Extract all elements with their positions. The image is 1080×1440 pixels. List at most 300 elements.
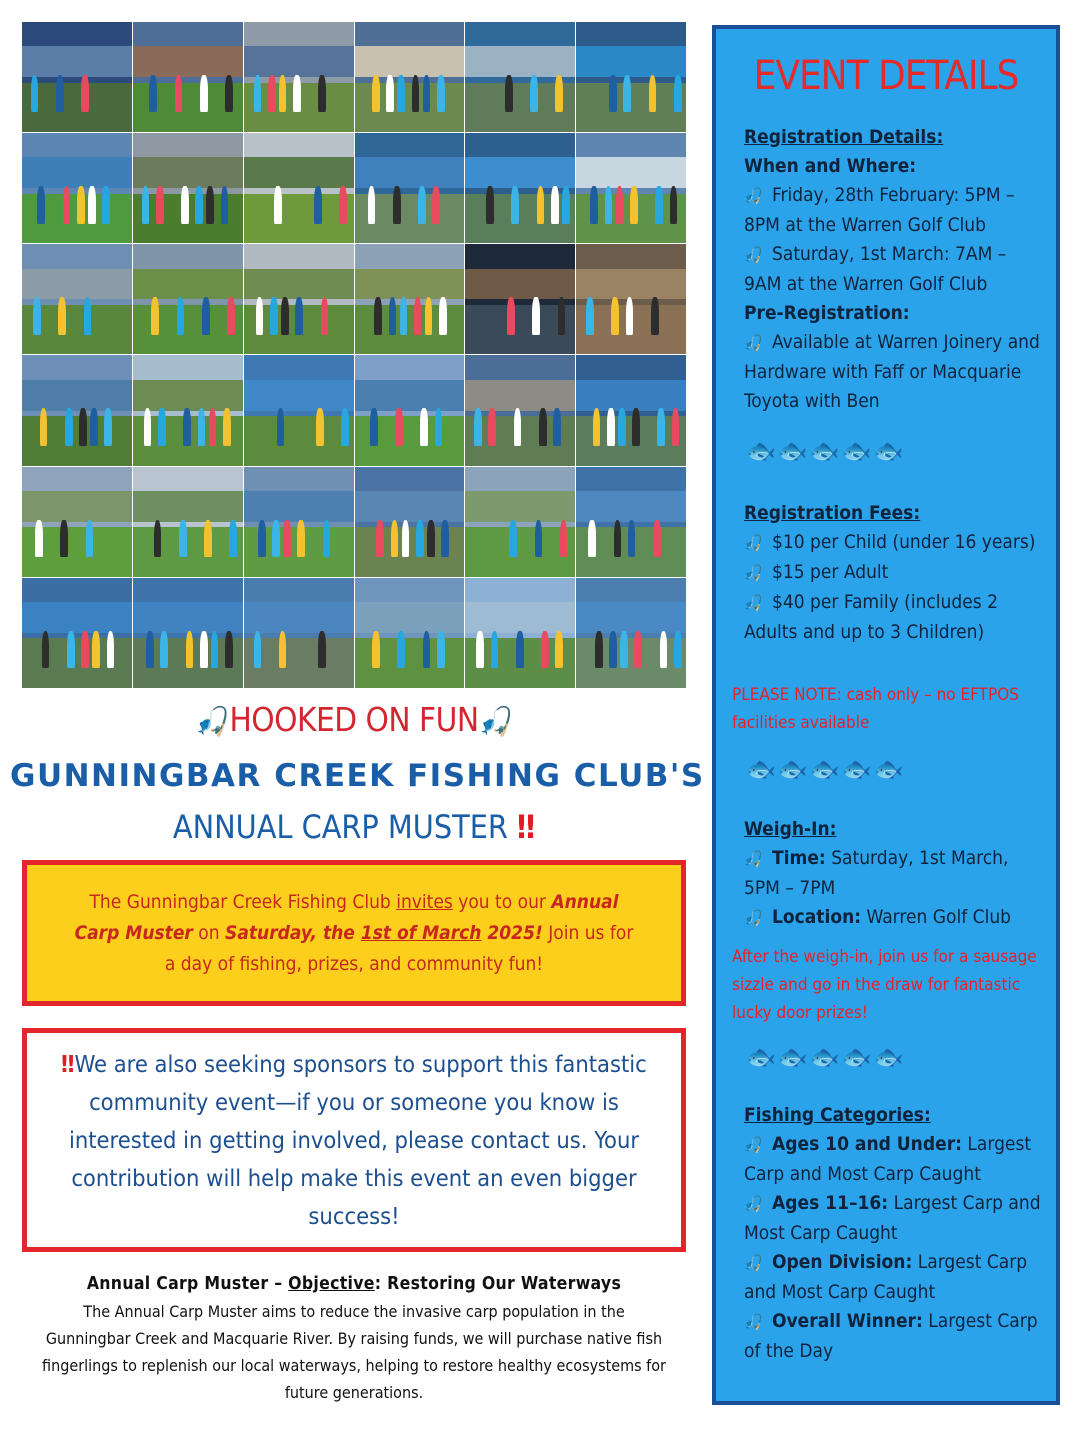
photo-person (223, 408, 231, 445)
fish-divider-icon: 🐟🐟🐟🐟🐟 (746, 1043, 906, 1071)
muster-title: ANNUAL CARP MUSTER (172, 808, 508, 846)
fishing-rod-icon: 🎣 (744, 850, 763, 868)
photo-building (244, 380, 354, 411)
photo-person (511, 186, 519, 223)
photo-person (391, 520, 399, 557)
fishing-rod-icon: 🎣 (744, 246, 763, 264)
category-item (744, 1307, 1044, 1366)
hooked-on-fun-heading (22, 700, 686, 739)
photo-person (181, 186, 189, 223)
fishing-rod-icon: 🎣 (195, 705, 230, 738)
fee-family-text: $40 per Family (includes 2 Adults and up to 3 Children) (744, 591, 998, 643)
photo-person (35, 520, 43, 557)
photo-person (370, 408, 378, 445)
photo-person (441, 520, 449, 557)
photo-ground (133, 527, 243, 577)
photo-person (92, 631, 100, 668)
fee-child (744, 528, 1044, 558)
photo-person (614, 520, 622, 557)
photo-tile (355, 244, 465, 354)
weigh-in (744, 815, 1044, 933)
photo-person (541, 631, 549, 668)
registration-fees (744, 499, 1044, 647)
photo-person (254, 631, 262, 668)
photo-person (372, 631, 380, 668)
photo-building (133, 46, 243, 77)
category-label: Ages 11–16: (772, 1192, 889, 1214)
friday-item (744, 181, 1044, 240)
photo-person (258, 520, 266, 557)
photo-person (202, 297, 210, 334)
photo-person (555, 75, 563, 112)
photo-building (355, 491, 465, 522)
photo-person (58, 297, 66, 334)
location-value: Warren Golf Club (861, 906, 1012, 928)
photo-person (514, 408, 522, 445)
category-item (744, 1130, 1044, 1189)
photo-person (418, 186, 426, 223)
photo-building (576, 269, 686, 300)
photo-person (397, 75, 405, 112)
cash-only-note: PLEASE NOTE: cash only – no EFTPOS facilities available (732, 685, 1019, 733)
photo-person (79, 408, 87, 445)
photo-person (374, 297, 382, 334)
photo-person (31, 75, 39, 112)
sausage-sizzle-note: After the weigh-in, join us for a sausage sizzle and go in the draw for fantastic lucky door prizes! (732, 947, 1037, 1023)
sponsor-text (27, 1045, 681, 1235)
photo-tile (465, 578, 575, 688)
photo-building (576, 157, 686, 188)
photo-person (323, 520, 331, 557)
photo-ground (465, 527, 575, 577)
photo-person (397, 631, 405, 668)
photo-building (244, 602, 354, 633)
photo-building (22, 46, 132, 77)
category-value: Largest Carp and Most Carp Caught (744, 1133, 1032, 1185)
muster-heading (22, 808, 686, 846)
fishing-rod-icon: 🎣 (744, 1136, 763, 1154)
photo-tile (355, 133, 465, 243)
photo-person (33, 297, 41, 334)
invite-box (22, 860, 686, 1006)
event-details-panel (712, 25, 1060, 1405)
category-value: Largest Carp of the Day (744, 1310, 1038, 1362)
photo-building (355, 602, 465, 633)
photo-person (530, 75, 538, 112)
photo-person (40, 408, 48, 445)
sponsor-message: We are also seeking sponsors to support this fantastic community event—if you or someone you know is interested in getting involved, please contact us. Your contribution will help make this event an even bigger success! (68, 1050, 647, 1230)
photo-person (102, 186, 110, 223)
fee-adult-text: $15 per Adult (772, 561, 889, 583)
photo-tile (22, 355, 132, 465)
photo-building (576, 602, 686, 633)
photo-tile (355, 22, 465, 132)
photo-person (611, 297, 619, 334)
photo-person (632, 408, 640, 445)
fishing-rod-icon: 🎣 (744, 564, 763, 582)
photo-person (88, 186, 96, 223)
photo-building (355, 46, 465, 77)
invite-text-part: you to our (452, 890, 552, 913)
invite-date-part: Saturday, the (225, 921, 361, 944)
photo-person (316, 408, 324, 445)
photo-person (314, 186, 322, 223)
photo-building (465, 491, 575, 522)
photo-person (56, 75, 64, 112)
photo-person (653, 520, 661, 557)
objective-title-part: : Restoring Our Waterways (374, 1274, 622, 1294)
photo-building (465, 157, 575, 188)
photo-tile (244, 22, 354, 132)
fee-family (744, 588, 1044, 647)
photo-person (268, 75, 276, 112)
invite-date: 1st of March (360, 921, 482, 944)
photo-person (412, 75, 420, 112)
invite-year: 2025! (481, 921, 543, 944)
photo-person (630, 186, 638, 223)
photo-person (674, 631, 682, 668)
photo-person (144, 408, 152, 445)
photo-person (516, 631, 524, 668)
photo-person (179, 520, 187, 557)
photo-person (605, 186, 613, 223)
photo-person (281, 297, 289, 334)
invite-text (27, 887, 681, 980)
photo-person (593, 408, 601, 445)
photo-building (465, 602, 575, 633)
photo-building (244, 269, 354, 300)
photo-building (355, 269, 465, 300)
photo-person (649, 75, 657, 112)
photo-person (389, 297, 397, 334)
photo-tile (22, 467, 132, 577)
photo-building (244, 157, 354, 188)
photo-tile (355, 578, 465, 688)
photo-person (551, 186, 559, 223)
photo-person (200, 75, 208, 112)
fishing-rod-icon: 🎣 (744, 334, 763, 352)
fishing-rod-icon: 🎣 (478, 705, 513, 738)
photo-person (560, 520, 568, 557)
photo-person (609, 75, 617, 112)
photo-building (244, 46, 354, 77)
photo-person (609, 631, 617, 668)
fishing-rod-icon: 🎣 (744, 594, 763, 612)
photo-person (372, 75, 380, 112)
photo-person (386, 75, 394, 112)
photo-building (465, 46, 575, 77)
photo-tile (465, 244, 575, 354)
photo-person (588, 520, 596, 557)
photo-ground (355, 83, 465, 133)
photo-person (368, 186, 376, 223)
photo-person (590, 186, 598, 223)
fishing-rod-icon: 🎣 (744, 1313, 763, 1331)
photo-person (488, 408, 496, 445)
photo-person (620, 631, 628, 668)
photo-person (204, 520, 212, 557)
photo-person (209, 408, 217, 445)
event-details-title: EVENT DETAILS (753, 53, 1019, 99)
photo-person (341, 408, 349, 445)
photo-building (465, 269, 575, 300)
photo-person (229, 520, 237, 557)
photo-building (465, 380, 575, 411)
photo-person (539, 408, 547, 445)
photo-person (555, 631, 563, 668)
photo-person (395, 408, 403, 445)
photo-person (60, 520, 68, 557)
invite-text-part: Join us for a day of fishing, prizes, and community fun! (164, 921, 634, 975)
photo-ground (133, 305, 243, 355)
photo-person (618, 408, 626, 445)
fish-divider-icon: 🐟🐟🐟🐟🐟 (746, 437, 906, 465)
photo-person (655, 186, 663, 223)
photo-person (206, 186, 214, 223)
photo-person (158, 408, 166, 445)
photo-person (423, 75, 431, 112)
photo-person (651, 297, 659, 334)
photo-tile (244, 467, 354, 577)
photo-person (211, 631, 219, 668)
photo-person (77, 186, 85, 223)
photo-person (672, 408, 680, 445)
saturday-item (744, 240, 1044, 299)
category-value: Largest Carp and Most Carp Caught (744, 1192, 1041, 1244)
photo-person (474, 408, 482, 445)
photo-person (146, 631, 154, 668)
photo-tile (133, 22, 243, 132)
objective-body: The Annual Carp Muster aims to reduce the invasive carp population in the Gunningbar Creek and Macquarie River. By raising funds, we will purchase native fish fingerlings to replenish our local waterways, helping to restore healthy ecosystems for future generations. (42, 1302, 666, 1402)
photo-building (133, 157, 243, 188)
photo-building (133, 380, 243, 411)
objective-section (40, 1270, 668, 1406)
photo-person (295, 297, 303, 334)
photo-person (616, 186, 624, 223)
photo-building (22, 602, 132, 633)
photo-person (486, 186, 494, 223)
photo-tile (465, 355, 575, 465)
photo-building (133, 491, 243, 522)
photo-person (277, 408, 285, 445)
photo-tile (133, 355, 243, 465)
location-label: Location: (772, 906, 862, 928)
photo-tile (22, 133, 132, 243)
photo-tile (22, 244, 132, 354)
photo-person (175, 75, 183, 112)
category-label: Open Division: (772, 1251, 913, 1273)
pre-registration-text: Available at Warren Joinery and Hardware with Faff or Macquarie Toyota with Ben (744, 331, 1040, 412)
photo-building (22, 157, 132, 188)
photo-person (416, 520, 424, 557)
photo-tile (576, 133, 686, 243)
photo-tile (465, 133, 575, 243)
photo-ground (22, 416, 132, 466)
invite-event-name: Annual Carp Muster (74, 890, 619, 944)
photo-tile (133, 467, 243, 577)
photo-person (532, 297, 540, 334)
photo-building (22, 380, 132, 411)
photo-person (427, 520, 435, 557)
fees-heading: Registration Fees: (744, 502, 921, 524)
photo-person (283, 520, 291, 557)
photo-person (607, 408, 615, 445)
objective-label: Objective (288, 1274, 375, 1294)
photo-person (104, 408, 112, 445)
fish-divider-icon: 🐟🐟🐟🐟🐟 (746, 755, 906, 783)
photo-person (321, 297, 329, 334)
photo-ground (244, 194, 354, 244)
photo-person (227, 297, 235, 334)
invite-text-part: on (192, 921, 226, 944)
photo-person (84, 297, 92, 334)
fee-child-text: $10 per Child (under 16 years) (772, 531, 1036, 553)
category-label: Ages 10 and Under: (772, 1133, 962, 1155)
photo-tile (465, 22, 575, 132)
photo-ground (22, 638, 132, 688)
photo-person (558, 297, 566, 334)
photo-person (432, 186, 440, 223)
photo-person (626, 297, 634, 334)
sponsor-box (22, 1028, 686, 1252)
photo-person (535, 520, 543, 557)
photo-person (200, 631, 208, 668)
photo-person (254, 75, 262, 112)
photo-person (63, 186, 71, 223)
photo-person (297, 520, 305, 557)
photo-person (156, 186, 164, 223)
photo-building (355, 380, 465, 411)
photo-person (623, 75, 631, 112)
photo-person (177, 297, 185, 334)
fishing-rod-icon: 🎣 (744, 187, 763, 205)
registration-details (744, 123, 1044, 416)
photo-ground (576, 638, 686, 688)
photo-ground (465, 194, 575, 244)
time-value: Saturday, 1st March, 5PM – 7PM (744, 847, 1009, 899)
photo-person (270, 297, 278, 334)
category-item (744, 1189, 1044, 1248)
photo-person (505, 75, 513, 112)
category-value: Largest Carp and Most Carp Caught (744, 1251, 1028, 1303)
photo-tile (244, 578, 354, 688)
photo-building (22, 269, 132, 300)
photo-tile (244, 244, 354, 354)
photo-building (576, 46, 686, 77)
photo-tile (22, 22, 132, 132)
photo-person (183, 408, 191, 445)
invite-invites: invites (396, 890, 453, 913)
photo-person (274, 186, 282, 223)
photo-person (90, 408, 98, 445)
photo-person (553, 408, 561, 445)
photo-person (634, 631, 642, 668)
photo-ground (355, 305, 465, 355)
pre-registration-item (744, 328, 1044, 416)
photo-person (318, 631, 326, 668)
saturday-text: Saturday, 1st March: 7AM – 9AM at the Warren Golf Club (744, 243, 1007, 295)
photo-person (420, 408, 428, 445)
photo-person (476, 631, 484, 668)
photo-person (507, 297, 515, 334)
fishing-rod-icon: 🎣 (744, 534, 763, 552)
category-item (744, 1248, 1044, 1307)
photo-person (437, 631, 445, 668)
friday-text: Friday, 28th February: 5PM – 8PM at the Warren Golf Club (744, 184, 1015, 236)
when-where-label: When and Where: (744, 155, 917, 177)
photo-person (107, 631, 115, 668)
photo-person (272, 520, 280, 557)
photo-person (339, 186, 347, 223)
fishing-rod-icon: 🎣 (744, 909, 763, 927)
photo-ground (576, 83, 686, 133)
photo-tile (22, 578, 132, 688)
photo-person (660, 631, 668, 668)
photo-person (154, 520, 162, 557)
hooked-title: HOOKED ON FUN (229, 700, 479, 739)
photo-person (437, 75, 445, 112)
photo-tile (244, 133, 354, 243)
categories-heading: Fishing Categories: (744, 1104, 931, 1126)
photo-person (435, 408, 443, 445)
photo-person (160, 631, 168, 668)
photo-person (628, 520, 636, 557)
photo-person (195, 186, 203, 223)
photo-person (423, 631, 431, 668)
photo-person (81, 75, 89, 112)
photo-tile (355, 355, 465, 465)
photo-person (425, 297, 433, 334)
photo-person (595, 631, 603, 668)
photo-person (393, 186, 401, 223)
photo-person (509, 520, 517, 557)
double-exclamation-icon: ‼ (517, 808, 536, 846)
photo-person (198, 408, 206, 445)
photo-person (67, 631, 75, 668)
objective-title-part: Annual Carp Muster – (86, 1274, 289, 1294)
photo-person (151, 297, 159, 334)
photo-person (86, 520, 94, 557)
photo-tile (133, 578, 243, 688)
fishing-rod-icon: 🎣 (744, 1195, 763, 1213)
category-label: Overall Winner: (772, 1310, 923, 1332)
photo-person (670, 186, 678, 223)
photo-person (439, 297, 447, 334)
photo-building (355, 157, 465, 188)
pre-registration-label: Pre-Registration: (744, 302, 910, 324)
photo-tile (576, 22, 686, 132)
photo-person (279, 631, 287, 668)
photo-building (22, 491, 132, 522)
double-exclamation-icon: ‼ (61, 1050, 75, 1078)
photo-tile (244, 355, 354, 465)
photo-person (657, 408, 665, 445)
photo-tile (576, 467, 686, 577)
photo-tile (355, 467, 465, 577)
photo-person (81, 631, 89, 668)
photo-building (576, 491, 686, 522)
photo-person (256, 297, 264, 334)
weigh-in-time (744, 844, 1044, 903)
photo-person (491, 631, 499, 668)
photo-tile (133, 133, 243, 243)
photo-ground (355, 638, 465, 688)
invite-text-part: The Gunningbar Creek Fishing Club (89, 890, 397, 913)
photo-ground (22, 83, 132, 133)
photo-person (318, 75, 326, 112)
time-label: Time: (772, 847, 826, 869)
photo-tile (465, 467, 575, 577)
